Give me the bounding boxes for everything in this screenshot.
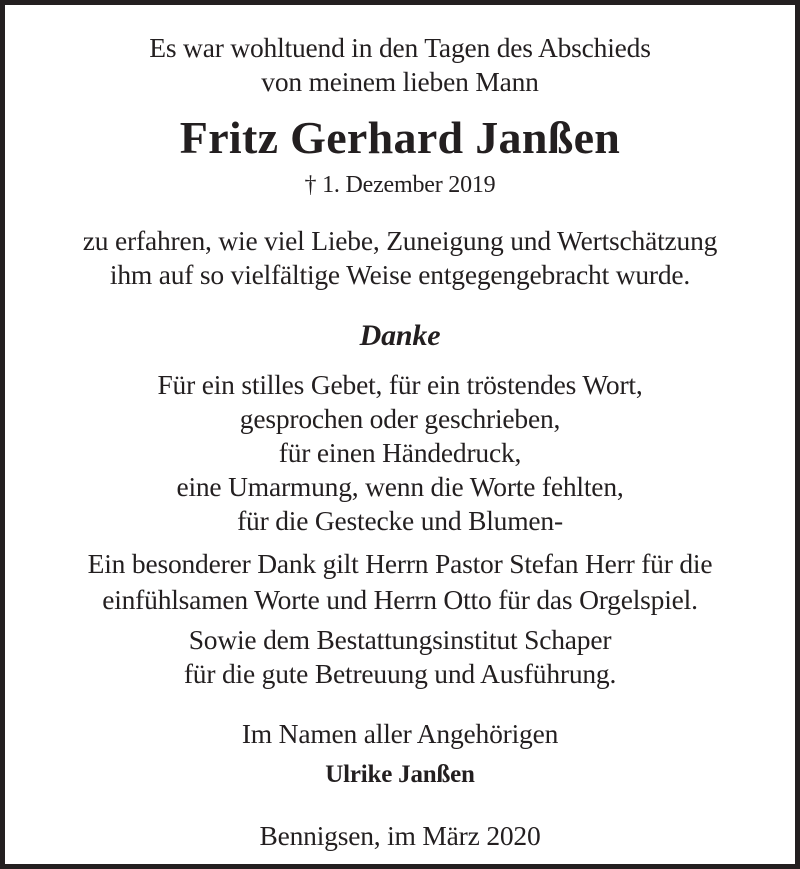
thanks-line-4: eine Umarmung, wenn die Worte fehlten, [176,471,624,502]
signer-name: Ulrike Janßen [325,761,475,788]
thanks-line-1: Für ein stilles Gebet, für ein tröstendes Wort, [157,369,643,400]
death-date: † 1. Dezember 2019 [304,172,496,198]
funeral-home-thanks-line-2: für die gute Betreuung und Ausführung. [183,658,617,689]
thanks-line-2: gesprochen oder geschrieben, [239,403,561,434]
body-line-1: zu erfahren, wie viel Liebe, Zuneigung und Wertschätzung [82,225,718,256]
body-line-2: ihm auf so vielfältige Weise entgegengebracht wurde. [109,259,691,290]
thanks-line-5: für die Gestecke und Blumen- [237,505,563,536]
place-and-date: Bennigsen, im März 2020 [259,820,541,851]
intro-line-1: Es war wohltuend in den Tagen des Abschieds [149,32,651,63]
deceased-name: Fritz Gerhard Janßen [179,112,621,163]
intro-line-2: von meinem lieben Mann [261,66,539,97]
thanks-heading: Danke [359,319,441,352]
closing-line: Im Namen aller Angehörigen [241,718,559,749]
special-thanks-line-2: einfühlsamen Worte und Herrn Otto für das Orgelspiel. [102,584,698,615]
funeral-home-thanks-line-1: Sowie dem Bestattungsinstitut Schaper [188,624,612,655]
thanks-line-3: für einen Händedruck, [278,437,522,468]
special-thanks-line-1: Ein besonderer Dank gilt Herrn Pastor Stefan Herr für die [87,548,713,579]
